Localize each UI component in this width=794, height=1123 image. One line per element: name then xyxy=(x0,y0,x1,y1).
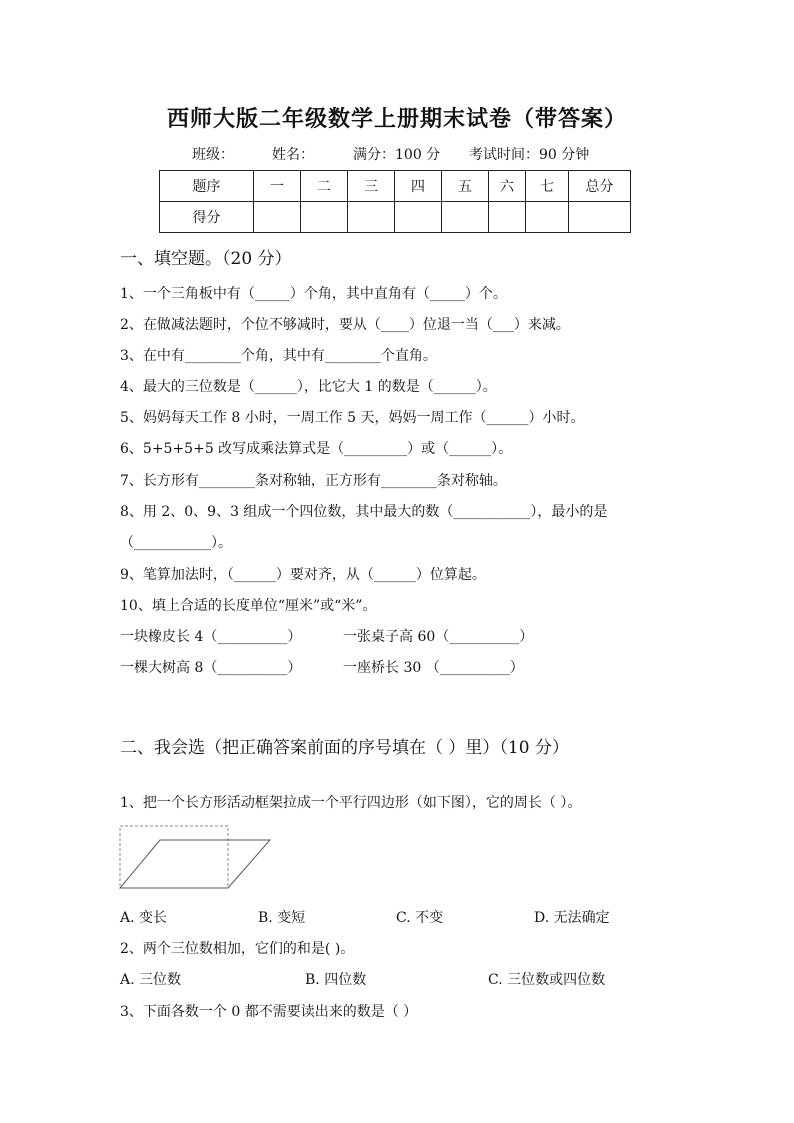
score-table-score-row xyxy=(160,202,631,233)
question-2: 2、在做减法题时，个位不够减时，要从（____）位退一当（___）来减。 xyxy=(120,317,570,333)
q1-option-b[interactable]: B. 变短 xyxy=(258,910,306,926)
question-7: 7、长方形有________条对称轴，正方形有________条对称轴。 xyxy=(120,473,507,489)
unit-item-eraser: 一块橡皮长 4（__________） xyxy=(120,629,302,645)
score-entry-cell[interactable] xyxy=(254,202,301,233)
table-cell: 七 xyxy=(526,171,569,202)
parallelogram-shape xyxy=(120,840,270,888)
name-label: 姓名： xyxy=(272,147,314,163)
q1-option-d[interactable]: D. 无法确定 xyxy=(534,910,610,926)
table-cell: 六 xyxy=(489,171,526,202)
parallelogram-figure xyxy=(118,824,273,890)
choice-question-3: 3、下面各数一个 0 都不需要读出来的数是（ ） xyxy=(120,1004,418,1020)
section1-heading: 一、填空题。（20 分） xyxy=(120,249,292,269)
score-entry-cell[interactable] xyxy=(301,202,348,233)
score-entry-cell[interactable] xyxy=(395,202,442,233)
question-3: 3、在中有________个角，其中有________个直角。 xyxy=(120,348,437,364)
table-cell: 二 xyxy=(301,171,348,202)
q2-option-b[interactable]: B. 四位数 xyxy=(305,972,367,988)
table-cell: 五 xyxy=(442,171,489,202)
score-entry-cell[interactable] xyxy=(442,202,489,233)
q2-option-c[interactable]: C. 三位数或四位数 xyxy=(488,972,606,988)
unit-item-desk: 一张桌子高 60（__________） xyxy=(343,629,534,645)
section2-heading: 二、我会选（把正确答案前面的序号填在（ ）里）（10 分） xyxy=(120,738,569,758)
score-entry-cell[interactable] xyxy=(569,202,631,233)
table-cell: 题序 xyxy=(160,171,254,202)
question-8: 8、用 2、0、9、3 组成一个四位数，其中最大的数（___________），最小的是 xyxy=(120,504,608,520)
unit-item-bridge: 一座桥长 30 （__________） xyxy=(343,660,524,676)
score-entry-cell[interactable] xyxy=(348,202,395,233)
table-cell: 一 xyxy=(254,171,301,202)
question-8-cont: （___________）。 xyxy=(120,535,232,551)
question-9: 9、笔算加法时，（______）要对齐，从（______）位算起。 xyxy=(120,567,486,583)
table-cell: 总分 xyxy=(569,171,631,202)
exam-time-label: 考试时间：90 分钟 xyxy=(469,147,590,163)
unit-item-tree: 一棵大树高 8（__________） xyxy=(120,660,302,676)
question-4: 4、最大的三位数是（______），比它大 1 的数是（______）。 xyxy=(120,379,497,395)
choice-question-1: 1、把一个长方形活动框架拉成一个平行四边形（如下图），它的周长（ ）。 xyxy=(120,795,582,811)
table-cell: 四 xyxy=(395,171,442,202)
question-5: 5、妈妈每天工作 8 小时，一周工作 5 天，妈妈一周工作（______）小时。 xyxy=(120,410,585,426)
question-10: 10、填上合适的长度单位“厘米”或“米”。 xyxy=(120,598,377,614)
table-cell: 三 xyxy=(348,171,395,202)
score-table xyxy=(159,170,631,233)
full-score-label: 满分：100 分 xyxy=(353,147,441,163)
class-label: 班级： xyxy=(192,147,234,163)
page-title: 西师大版二年级数学上册期末试卷（带答案） xyxy=(166,106,627,132)
score-entry-cell[interactable] xyxy=(526,202,569,233)
q1-option-c[interactable]: C. 不变 xyxy=(396,910,444,926)
dashed-rectangle xyxy=(120,826,228,888)
question-1: 1、一个三角板中有（_____）个角，其中直角有（_____）个。 xyxy=(120,286,507,302)
choice-question-2: 2、两个三位数相加，它们的和是( )。 xyxy=(120,941,355,957)
q1-option-a[interactable]: A. 变长 xyxy=(120,910,168,926)
q2-option-a[interactable]: A. 三位数 xyxy=(120,972,182,988)
score-table-header-row xyxy=(160,171,631,202)
question-6: 6、5+5+5+5 改写成乘法算式是（_________）或（______）。 xyxy=(120,441,513,457)
score-entry-cell[interactable] xyxy=(489,202,526,233)
table-cell: 得分 xyxy=(160,202,254,233)
